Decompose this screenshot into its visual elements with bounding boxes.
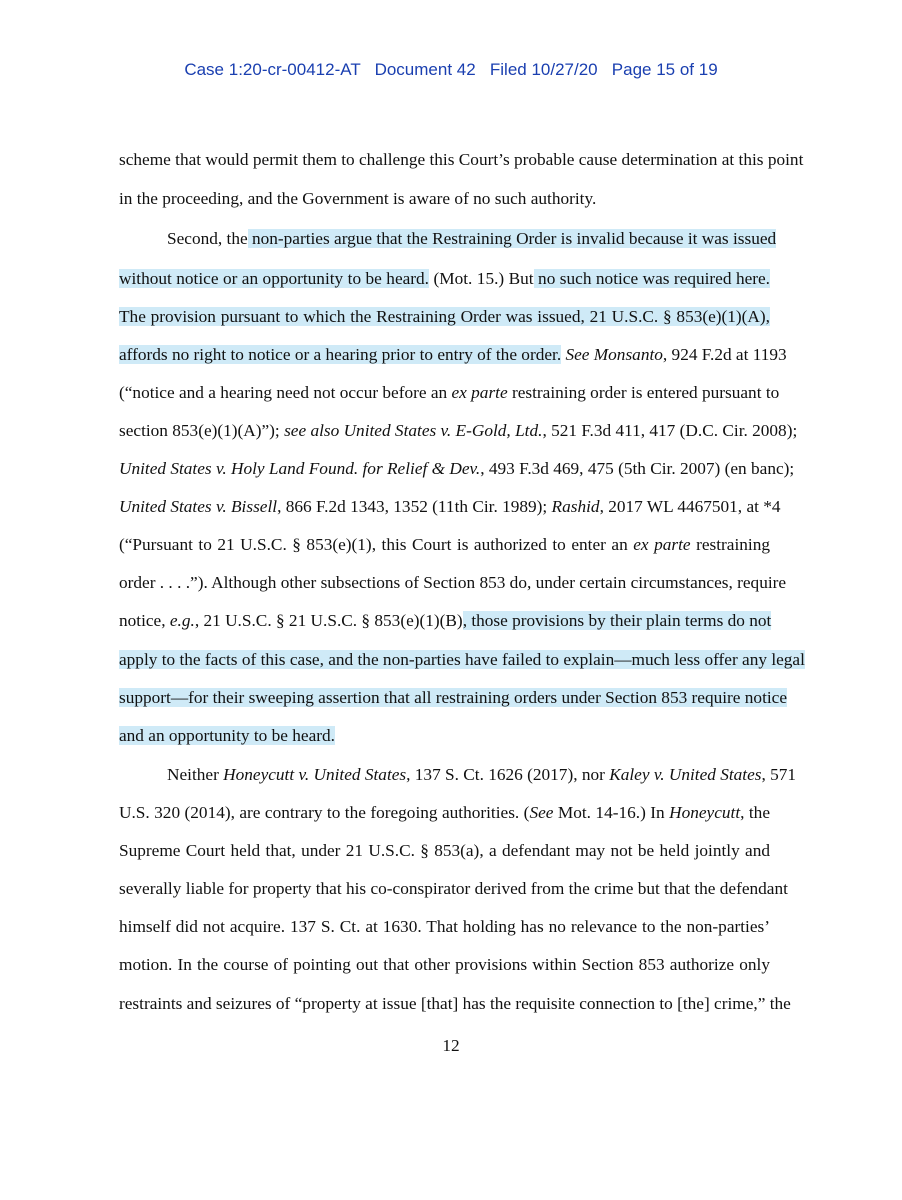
text-run: Supreme Court held that, under 21 U.S.C. § 853(a), a defendant may not be held jointly and xyxy=(119,841,770,860)
text-line xyxy=(167,226,777,252)
text-run: Second, the xyxy=(167,229,248,248)
text-line xyxy=(119,647,805,673)
text-line xyxy=(119,723,770,749)
case-number: Case 1:20-cr-00412-AT xyxy=(184,60,361,79)
text-run: notice, xyxy=(119,611,170,630)
text-run: ex parte xyxy=(633,535,691,554)
text-run: restraining xyxy=(690,535,770,554)
text-line xyxy=(119,685,788,711)
text-run: severally liable for property that his co-conspirator derived from the crime but that the defendant xyxy=(119,879,788,898)
highlighted-text: , those provisions by their plain terms do not xyxy=(462,611,772,630)
text-line xyxy=(119,608,770,634)
text-run: see also United States v. E-Gold, Ltd. xyxy=(284,421,543,440)
text-run: scheme that would permit them to challenge this Court’s probable cause determination at this point xyxy=(119,150,804,169)
text-run: , 571 xyxy=(761,765,797,784)
text-line xyxy=(119,838,770,864)
text-line xyxy=(119,147,804,173)
text-run: , 21 U.S.C. § 21 U.S.C. § 853(e)(1)(B) xyxy=(194,611,463,630)
text-run: Mot. 14-16.) In xyxy=(553,803,670,822)
text-line xyxy=(119,532,770,558)
text-run: United States v. Holy Land Found. for Relief & Dev. xyxy=(119,459,481,478)
highlighted-text: The provision pursuant to which the Restraining Order was issued, 21 U.S.C. § 853(e)(1)(A), xyxy=(119,307,770,326)
text-run: See Monsanto xyxy=(565,345,663,364)
text-line xyxy=(119,266,770,292)
text-line xyxy=(119,570,787,596)
text-run: , 521 F.3d 411, 417 (D.C. Cir. 2008); xyxy=(542,421,798,440)
filed-date: Filed 10/27/20 xyxy=(489,60,598,79)
text-run: Honeycutt v. United States xyxy=(223,765,407,784)
text-line xyxy=(119,186,770,212)
text-run: e.g. xyxy=(169,611,195,630)
page-number: 12 xyxy=(442,1036,460,1055)
text-line xyxy=(119,494,781,520)
text-run: United States v. Bissell xyxy=(119,497,278,516)
text-run: , 137 S. Ct. 1626 (2017), nor xyxy=(406,765,610,784)
text-run: , 866 F.2d 1343, 1352 (11th Cir. 1989); xyxy=(277,497,552,516)
text-run: himself did not acquire. 137 S. Ct. at 1630. That holding has no relevance to the non-parties’ xyxy=(119,917,770,936)
text-run: ex parte xyxy=(451,383,508,402)
page-of-pages: Page 15 of 19 xyxy=(611,60,718,79)
text-line xyxy=(167,762,797,788)
text-line xyxy=(119,380,780,406)
text-line xyxy=(119,952,770,978)
text-line xyxy=(119,876,788,902)
highlighted-text: and an opportunity to be heard. xyxy=(119,726,335,745)
text-line xyxy=(119,800,770,826)
highlighted-text: support—for their sweeping assertion that all restraining orders under Section 853 require notice xyxy=(119,688,788,707)
highlighted-text: no such notice was required here. xyxy=(533,269,771,288)
text-line xyxy=(119,991,791,1017)
text-run: Rashid xyxy=(551,497,600,516)
text-run: , 924 F.2d at 1193 xyxy=(662,345,787,364)
text-run: , 493 F.3d 469, 475 (5th Cir. 2007) (en banc); xyxy=(480,459,795,478)
text-run: (“notice and a hearing need not occur before an xyxy=(119,383,452,402)
highlighted-text: apply to the facts of this case, and the non-parties have failed to explain—much less offer any legal xyxy=(119,650,805,669)
text-run: restraints and seizures of “property at issue [that] has the requisite connection to [the] crime,” the xyxy=(119,994,791,1013)
text-run: , 2017 WL 4467501, at *4 xyxy=(599,497,781,516)
text-line xyxy=(119,342,787,368)
highlighted-text: without notice or an opportunity to be heard. xyxy=(119,269,430,288)
document-number: Document 42 xyxy=(374,60,476,79)
text-line xyxy=(119,914,770,940)
text-run: Honeycutt xyxy=(669,803,741,822)
case-header xyxy=(0,60,902,80)
text-run: See xyxy=(529,803,554,822)
highlighted-text: affords no right to notice or a hearing prior to entry of the order. xyxy=(119,345,562,364)
text-run: motion. In the course of pointing out that other provisions within Section 853 authorize only xyxy=(119,955,770,974)
highlighted-text: non-parties argue that the Restraining Order is invalid because it was issued xyxy=(247,229,777,248)
text-line xyxy=(119,304,770,330)
text-line xyxy=(119,418,798,444)
text-run: (“Pursuant to 21 U.S.C. § 853(e)(1), this Court is authorized to enter an xyxy=(119,535,634,554)
text-line xyxy=(119,456,795,482)
text-run: Kaley v. United States xyxy=(609,765,762,784)
text-run: restraining order is entered pursuant to xyxy=(507,383,780,402)
text-run: U.S. 320 (2014), are contrary to the foregoing authorities. ( xyxy=(119,803,530,822)
text-run: Neither xyxy=(167,765,224,784)
text-run: section 853(e)(1)(A)”); xyxy=(119,421,285,440)
text-run: order . . . .”). Although other subsections of Section 853 do, under certain circumstances, require xyxy=(119,573,787,592)
text-run: in the proceeding, and the Government is aware of no such authority. xyxy=(119,189,597,208)
text-run: (Mot. 15.) But xyxy=(429,269,534,288)
text-run: , the xyxy=(740,803,770,822)
